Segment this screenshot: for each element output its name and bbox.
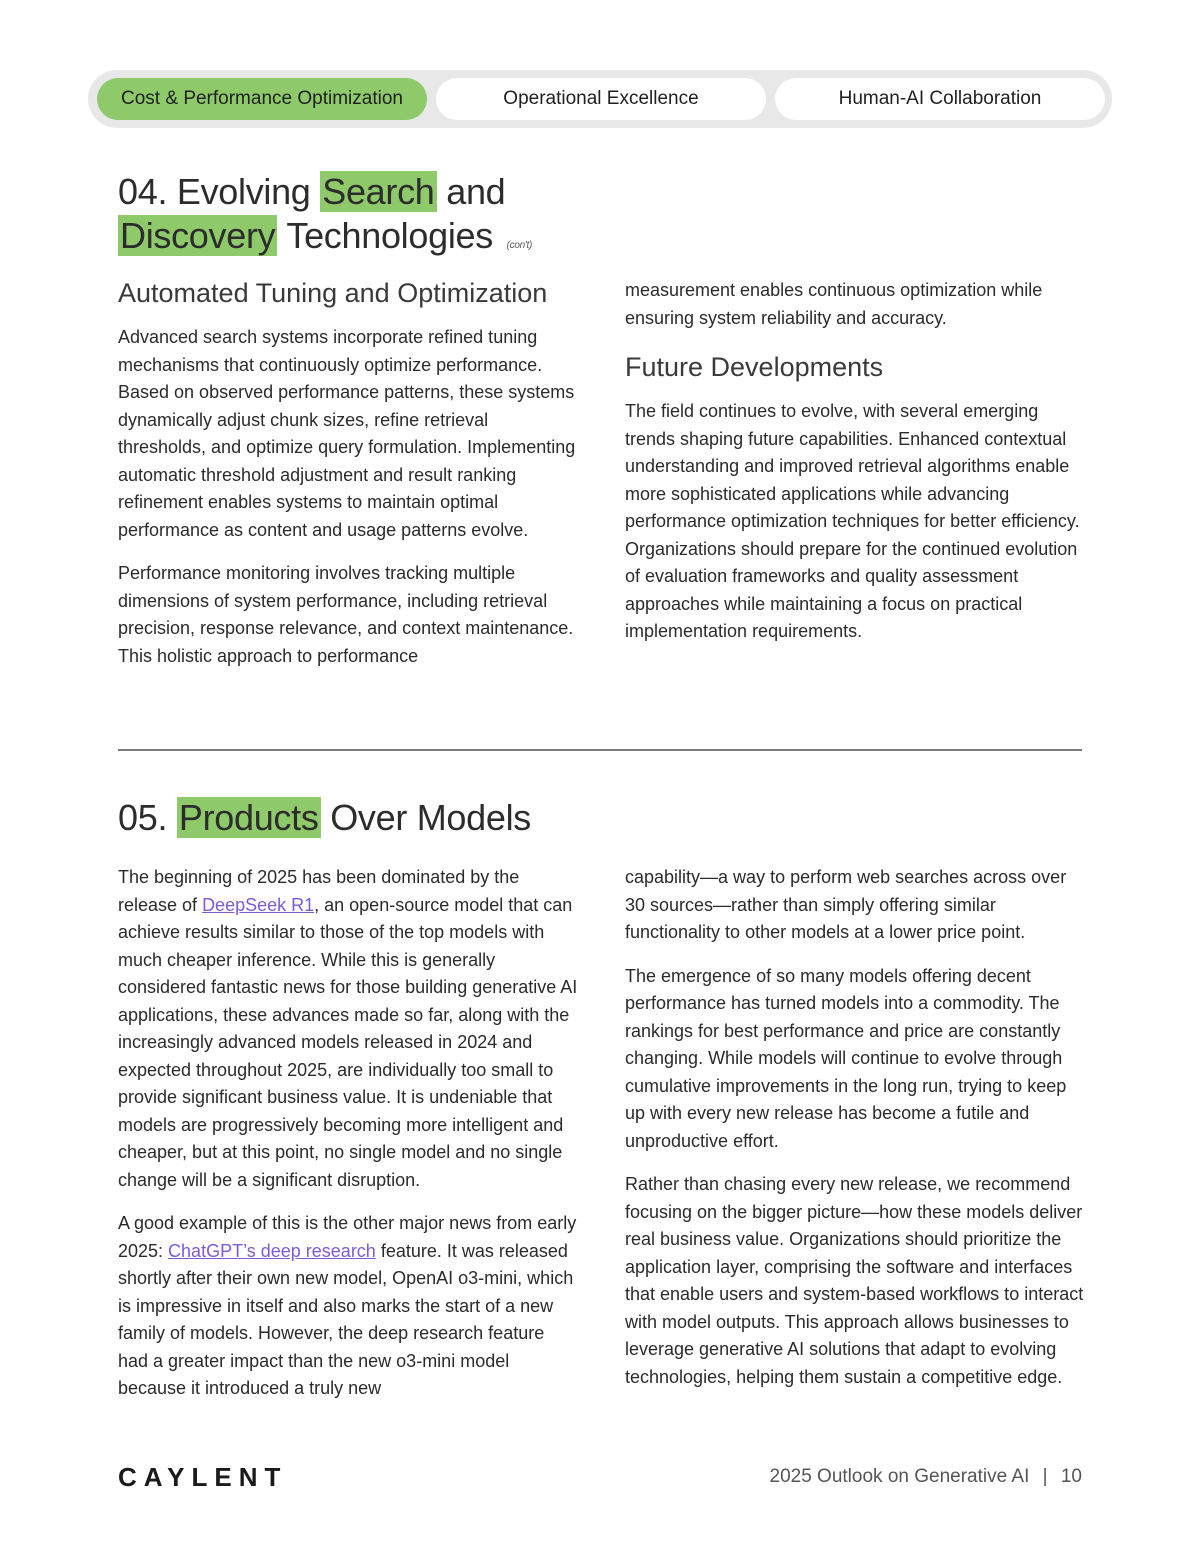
section-divider — [118, 749, 1082, 751]
tab-human-ai-collaboration[interactable]: Human-AI Collaboration — [775, 78, 1105, 120]
subheading-future-developments: Future Developments — [625, 352, 884, 382]
paragraph: Advanced search systems incorporate refined tuning mechanisms that continuously optimize performance. Based on observed performance patterns, these systems dynamically adjust chunk sizes, refine retrieval thresholds, and optimize query formulation. Implementing automatic threshold adjustment and result ranking refinement enables systems to maintain optimal performance as content and usage patterns evolve. — [118, 327, 576, 540]
text: A good example of this is the other major news from early 2025: — [118, 1213, 577, 1261]
chatgpt-deep-research-link[interactable]: ChatGPT’s deep research — [168, 1240, 376, 1261]
paragraph: measurement enables continuous optimization while ensuring system reliability and accuracy. — [625, 280, 1043, 328]
footer-page-info — [770, 1466, 1082, 1488]
text: , an open-source model that can achieve results similar to those of the top models with much cheaper inference. While this is generally considered fantastic news for those building generative AI applications, these advances made so far, along with the increasingly advanced models released in 2024 and expected throughout 2025, are individually too small to provide significant business value. It is undeniable that models are progressively becoming more intelligent and cheaper, but at this point, no single model and no single change will be a significant disruption. — [118, 894, 578, 1190]
title-word: and — [446, 171, 506, 212]
section-05-left-column — [118, 864, 578, 1419]
title-word: Evolving — [176, 171, 311, 212]
section-tab-bar — [88, 70, 1112, 128]
section-05-title — [118, 796, 531, 840]
title-word: Over Models — [330, 797, 531, 838]
caylent-logo: CAYLENT — [118, 1462, 288, 1492]
paragraph: The field continues to evolve, with several emerging trends shaping future capabilities. Enhanced contextual understanding and improved retrieval algorithms enable more sophisticated applications while advancing performance optimization techniques for better efficiency. Organizations should prepare for the continued evolution of evaluation frameworks and quality assessment approaches while maintaining a focus on practical implementation requirements. — [625, 401, 1080, 641]
section-04-left-column — [118, 276, 578, 686]
tab-operational-excellence[interactable]: Operational Excellence — [436, 78, 766, 120]
paragraph: capability—a way to perform web searches across over 30 sources—rather than simply offering similar functionality to other models at a lower price point. — [625, 867, 1067, 942]
paragraph: Rather than chasing every new release, we recommend focusing on the bigger picture—how these models deliver real business value. Organizations should prioritize the application layer, comprising the software and interfaces that enable users and system-based workflows to interact with model outputs. This approach allows businesses to leverage generative AI solutions that adapt to evolving technologies, helping them sustain a competitive edge. — [625, 1174, 1084, 1387]
page-number: 10 — [1060, 1466, 1082, 1487]
document-title: 2025 Outlook on Generative AI — [769, 1466, 1030, 1487]
footer-separator: | — [1042, 1466, 1048, 1487]
title-highlight: Products — [178, 797, 319, 838]
section-number: 04. — [118, 171, 168, 212]
text: feature. It was released shortly after their own new model, OpenAI o3-mini, which is impressive in itself and also marks the start of a new family of models. However, the deep research feature had a greater impact than the new o3-mini model because it introduced a truly new — [118, 1240, 574, 1398]
continued-note: (con't) — [506, 240, 533, 251]
paragraph — [118, 864, 578, 1194]
tab-cost-performance[interactable]: Cost & Performance Optimization — [97, 78, 427, 120]
subheading-automated-tuning: Automated Tuning and Optimization — [118, 278, 548, 308]
paragraph: The emergence of so many models offering decent performance has turned models into a commodity. The rankings for best performance and price are constantly changing. While models will continue to evolve through cumulative improvements in the long run, trying to keep up with every new release has become a futile and unproductive effort. — [625, 965, 1067, 1151]
title-highlight: Search — [322, 171, 435, 212]
title-word: Technologies — [286, 215, 493, 256]
text: The beginning of 2025 has been dominated by the release of — [118, 867, 520, 915]
section-04-title — [118, 170, 532, 268]
section-number: 05. — [118, 797, 168, 838]
deepseek-r1-link[interactable]: DeepSeek R1 — [202, 894, 315, 915]
section-05-right-column — [625, 864, 1085, 1407]
section-04-right-column — [625, 277, 1085, 662]
paragraph — [118, 1210, 578, 1403]
title-highlight: Discovery — [120, 215, 276, 256]
paragraph: Performance monitoring involves tracking multiple dimensions of system performance, including retrieval precision, response relevance, and context maintenance. This holistic approach to performance — [118, 563, 574, 666]
